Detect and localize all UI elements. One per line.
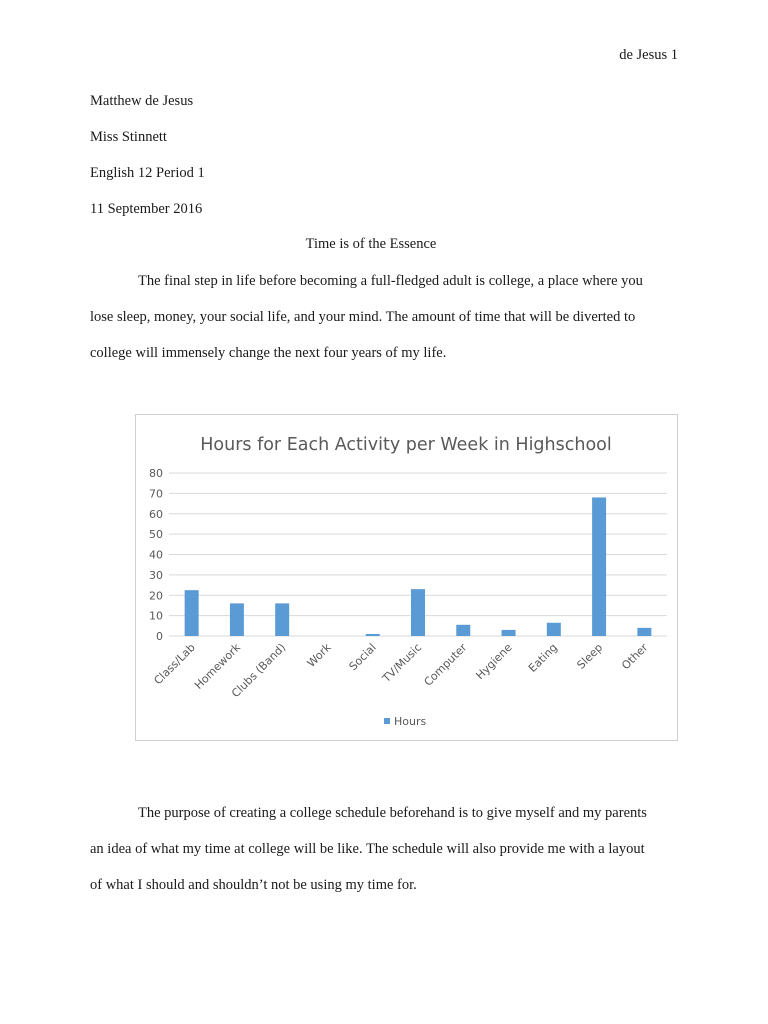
y-tick-label: 80: [149, 467, 163, 480]
chart-title: Hours for Each Activity per Week in Highschool: [200, 435, 612, 455]
chart-canvas: [136, 415, 677, 740]
bar-clubs-band: [275, 603, 289, 636]
bar-class-lab: [185, 590, 199, 636]
x-tick-label: TV/Music: [380, 640, 425, 685]
y-tick-label: 20: [149, 589, 163, 603]
essay-date: 11 September 2016: [90, 201, 203, 217]
y-tick-label: 0: [156, 630, 163, 643]
x-tick-label: Sleep: [574, 640, 606, 672]
bar-hygiene: [502, 630, 516, 636]
paragraph-2-line: The purpose of creating a college schedule beforehand is to give myself and my parents: [138, 805, 647, 821]
bar-computer: [456, 625, 470, 636]
bar-eating: [547, 623, 561, 636]
x-tick-label: Class/Lab: [151, 640, 198, 688]
page-header: de Jesus 1: [619, 47, 678, 63]
x-tick-label: Computer: [421, 640, 470, 689]
essay-title: Time is of the Essence: [305, 236, 437, 252]
paragraph-1-line: college will immensely change the next four years of my life.: [90, 345, 447, 361]
y-tick-label: 30: [149, 568, 163, 582]
x-tick-label: Other: [619, 640, 651, 673]
x-tick-label: Hygiene: [473, 640, 515, 683]
chart-legend: [384, 715, 426, 728]
teacher-name: Miss Stinnett: [90, 129, 167, 145]
bar-other: [637, 628, 651, 636]
y-tick-label: 40: [149, 548, 163, 562]
bar-sleep: [592, 497, 606, 636]
paragraph-2-line: an idea of what my time at college will be like. The schedule will also provide me with a layout: [90, 841, 645, 857]
chart-y-ticks: [149, 467, 163, 643]
y-tick-label: 60: [149, 507, 163, 521]
y-tick-label: 10: [149, 609, 163, 623]
chart-x-ticks: [151, 640, 650, 700]
bar-social: [366, 634, 380, 636]
x-tick-label: Eating: [525, 640, 560, 675]
bar-homework: [230, 603, 244, 636]
y-tick-label: 50: [149, 528, 163, 542]
bar-tv-music: [411, 589, 425, 636]
x-tick-label: Social: [346, 640, 379, 674]
paragraph-1: [90, 263, 680, 371]
legend-label: Hours: [394, 715, 427, 728]
paragraph-1-line: The final step in life before becoming a full-fledged adult is college, a place where you: [138, 273, 643, 289]
x-tick-label: Work: [304, 640, 334, 670]
paragraph-2: [90, 795, 680, 903]
activity-hours-chart: [135, 414, 678, 741]
y-tick-label: 70: [149, 487, 163, 501]
legend-swatch: [384, 718, 390, 724]
x-tick-label: Homework: [192, 640, 244, 692]
author-name: Matthew de Jesus: [90, 93, 194, 109]
course-name: English 12 Period 1: [90, 165, 205, 181]
paragraph-2-line: of what I should and shouldn’t not be using my time for.: [90, 877, 417, 893]
x-tick-label: Clubs (Band): [229, 640, 289, 701]
paragraph-1-line: lose sleep, money, your social life, and your mind. The amount of time that will be diverted to: [90, 309, 636, 325]
